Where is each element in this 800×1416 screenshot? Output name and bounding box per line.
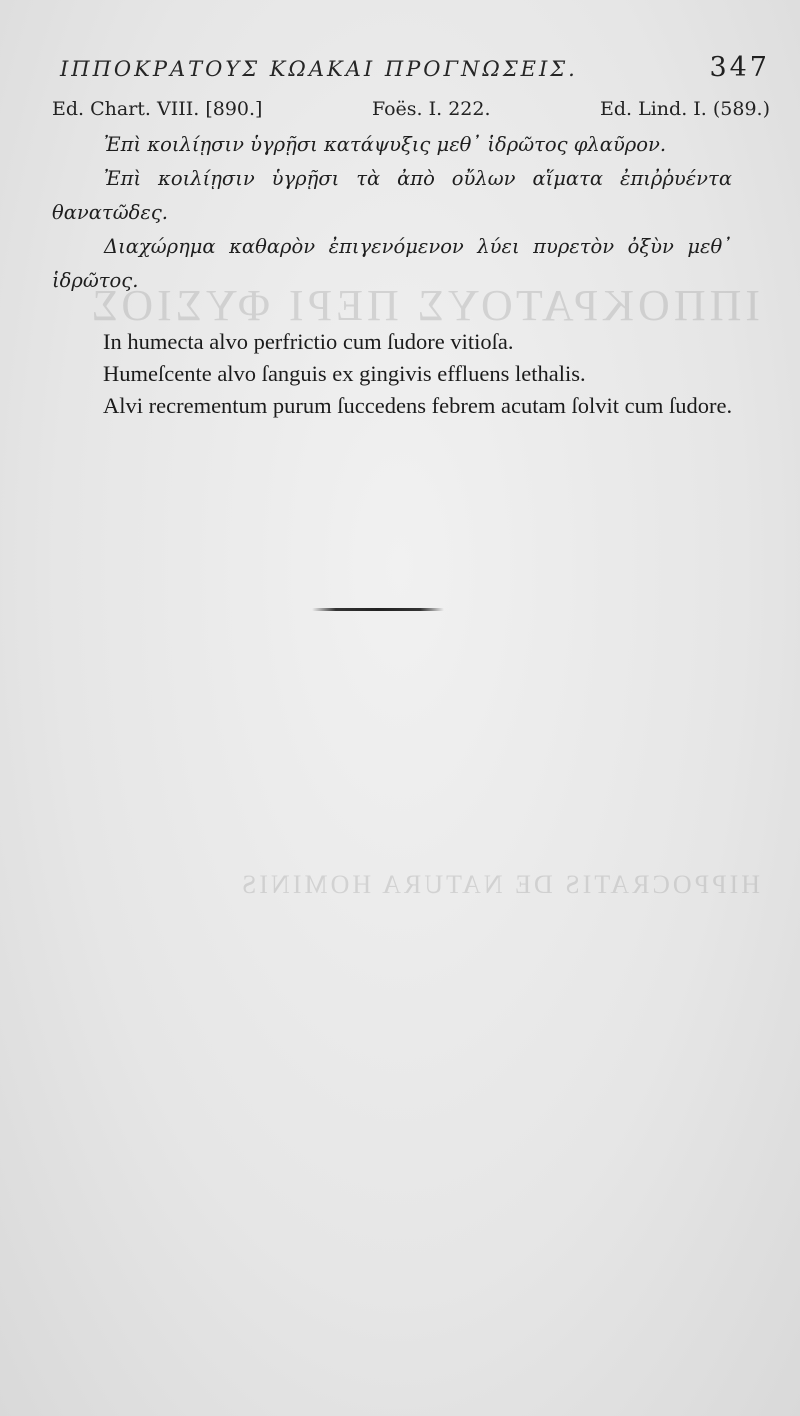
bleed-through-text [60,470,760,500]
bleed-through-text-2 [60,1060,760,1090]
bleed-through-heading: ΙΠΠΟΚΡΑΤΟΥΣ ΠΕΡΙ ΦΥΣΙΟΣ [87,281,760,330]
greek-paragraph: Ἐπὶ κοιλίῃσιν ὑγρῇσι κατάψυξις μεθ᾽ ἱδρῶτος φλαῦρον. [104,133,667,156]
running-head [60,52,770,83]
latin-text-block [58,326,733,422]
greek-paragraph: Ἐπὶ κοιλίῃσιν ὑγρῇσι τὰ ἀπὸ οὔλων αἵματα ἐπιῤῥυέντα θανατῶδες. [52,167,732,224]
latin-paragraph: Alvi recrementum purum ſuccedens febrem acutam ſolvit cum ſudore. [103,393,733,418]
latin-paragraph: In humecta alvo perfrictio cum ſudore vitioſa. [103,329,514,354]
bleed-through-heading-2: HIPPOCRATIS DE NATURA HOMINIS [238,870,760,899]
page-number: 347 [709,52,770,83]
edition-chart: Ed. Chart. VIII. [890.] [52,98,263,120]
edition-lind: Ed. Lind. I. (589.) [599,98,770,120]
section-divider-rule [312,608,444,611]
latin-paragraph: Humeſcente alvo ſanguis ex gingivis effluens lethalis. [103,361,586,386]
edition-references [52,98,770,120]
greek-text-block [52,128,732,298]
greek-paragraph: Διαχώρημα καθαρὸν ἐπιγενόμενον λύει πυρετὸν ὀξὺν μεθ᾽ ἱδρῶτος. [52,235,732,292]
edition-foes: Foës. I. 222. [371,98,491,120]
running-title: ΙΠΠΟΚΡΑΤΟΥΣ ΚΩΑΚΑΙ ΠΡΟΓΝΩΣΕΙΣ. [60,57,578,81]
